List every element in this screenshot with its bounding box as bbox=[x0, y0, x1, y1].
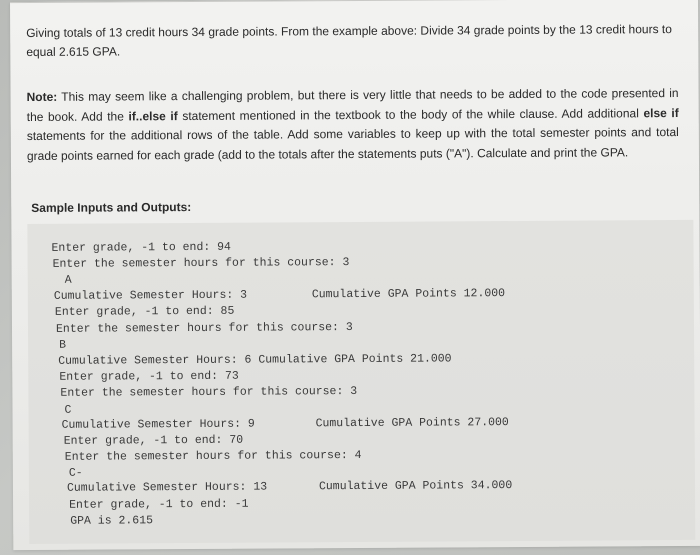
note-text-1: This may seem like a challenging problem, but there is very little that needs to be added to the code presented in the book. Add the bbox=[26, 86, 679, 124]
note-paragraph bbox=[27, 84, 679, 166]
page-edge bbox=[10, 0, 698, 3]
code-line: Cumulative Semester Hours: 9 bbox=[61, 417, 255, 432]
note-text-3: statements for the additional rows of the table. Add some variables to keep up with the total semester points and total grade points earned for each grade (add to the totals after the statements puts ("A"). Calculate and print the GPA. bbox=[26, 125, 679, 163]
note-label: Note: bbox=[26, 89, 58, 105]
intro-paragraph: Giving totals of 13 credit hours 34 grade points. From the example above: Divide 34 grade points by the 13 credit hours to equal 2.615 GPA. bbox=[26, 22, 672, 60]
code-line: Enter the semester hours for this course: 3 bbox=[60, 384, 358, 400]
code-line: C- bbox=[68, 466, 83, 480]
code-line: Enter grade, -1 to end: 85 bbox=[54, 304, 235, 319]
code-line: C bbox=[64, 403, 72, 417]
code-line: A bbox=[64, 273, 72, 287]
code-line: Enter the semester hours for this course: 4 bbox=[64, 448, 362, 464]
code-line: Enter grade, -1 to end: 94 bbox=[51, 240, 231, 255]
code-output-box bbox=[27, 220, 695, 544]
code-line: B bbox=[59, 338, 67, 352]
code-line: Cumulative GPA Points 27.000 bbox=[315, 416, 509, 431]
note-text-2: statement mentioned in the textbook to the body of the while clause. Add additional bbox=[177, 105, 644, 123]
code-line: Enter the semester hours for this course: 3 bbox=[55, 321, 353, 336]
code-line: Cumulative GPA Points 12.000 bbox=[311, 287, 506, 302]
code-line: Enter grade, -1 to end: 73 bbox=[59, 369, 239, 384]
code-line: Enter grade, -1 to end: -1 bbox=[69, 497, 249, 512]
code-line: Cumulative Semester Hours: 13 bbox=[66, 480, 268, 495]
sample-heading: Sample Inputs and Outputs: bbox=[31, 199, 192, 215]
code-line: Enter the semester hours for this course: 3 bbox=[52, 256, 350, 271]
code-line: Cumulative GPA Points 34.000 bbox=[318, 479, 513, 494]
code-line: Enter grade, -1 to end: 70 bbox=[63, 433, 244, 448]
code-line: Cumulative Semester Hours: 6 Cumulative GPA Points 21.000 bbox=[58, 352, 452, 368]
code-line: GPA is 2.615 bbox=[70, 514, 154, 528]
note-ifelse-keyword: if..else if bbox=[128, 108, 178, 123]
code-line: Cumulative Semester Hours: 3 bbox=[53, 288, 248, 303]
note-elseif-keyword: else if bbox=[643, 105, 679, 120]
document-page bbox=[10, 0, 700, 550]
